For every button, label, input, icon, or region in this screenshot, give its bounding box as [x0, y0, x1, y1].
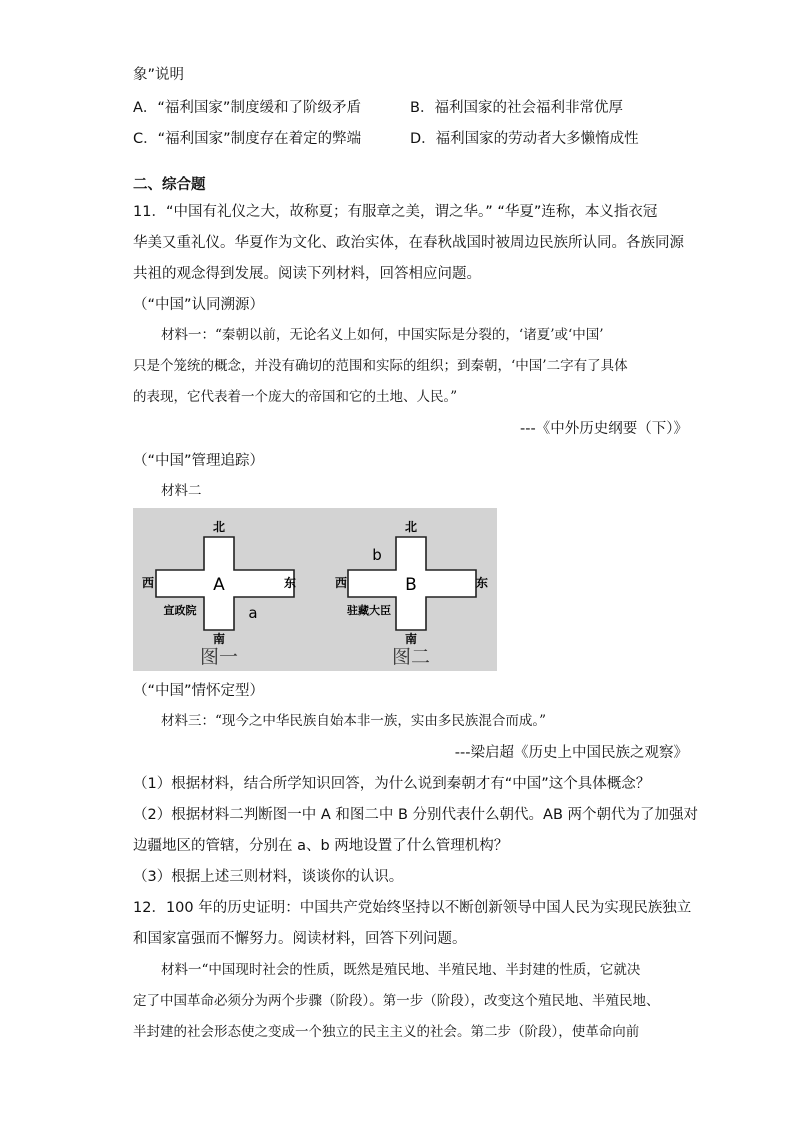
figure-2-west-label: 西	[334, 576, 348, 590]
figure-1-small-letter: a	[248, 604, 258, 622]
q11-material-1-source: ---《中外历史纲要（下）》	[520, 421, 688, 437]
figure-1-center-letter: A	[213, 575, 225, 595]
figure-2	[335, 520, 488, 668]
q11-material-1-line-3: 的表现，它代表着一个庞大的帝国和它的土地、人民。”	[133, 389, 458, 405]
q11-material-2-label: 材料二	[161, 483, 202, 499]
figure-2-south-label: 南	[404, 632, 418, 646]
cross-diagram	[133, 508, 497, 671]
figure-2-north-label: 北	[404, 520, 418, 534]
figure-1-south-label: 南	[212, 632, 226, 646]
q11-material-1-line-1: 材料一：“秦朝以前，无论名义上如何，中国实际是分裂的，‘诸夏’或‘中国’	[161, 327, 604, 343]
q11-subquestion-3: （3）根据上述三则材料，谈谈你的认识。	[133, 869, 404, 885]
q11-line-1: 11．“中国有礼仪之大，故称夏；有服章之美，谓之华。” “华夏”连称，本义指衣冠	[133, 204, 658, 220]
q12-material-1-line-3: 半封建的社会形态使之变成一个独立的民主主义的社会。第二步（阶段），使革命向前	[133, 1024, 640, 1040]
figure-1-caption: 图一	[199, 646, 239, 668]
q11-heading-2: （“中国”管理追踪）	[133, 453, 265, 469]
q11-heading-3: （“中国”情怀定型）	[133, 683, 265, 699]
q11-line-3: 共祖的观念得到发展。阅读下列材料，回答相应问题。	[133, 266, 481, 282]
q12-line-2: 和国家富强而不懈努力。阅读材料，回答下列问题。	[133, 931, 467, 947]
figure-1	[142, 520, 296, 668]
figure-2-small-letter: b	[372, 546, 382, 564]
q10-option-b: B．福利国家的社会福利非常优厚	[410, 100, 623, 116]
material-2-figure	[133, 508, 497, 671]
q11-subquestion-2-line-1: （2）根据材料二判断图一中 A 和图二中 B 分别代表什么朝代。AB 两个朝代为了加强对	[133, 807, 699, 823]
q12-material-1-line-2: 定了中国革命必须分为两个步骤（阶段）。第一步（阶段），改变这个殖民地、半殖民地、	[133, 993, 660, 1009]
q10-option-a: A．“福利国家”制度缓和了阶级矛盾	[133, 100, 361, 116]
q10-option-d: D．福利国家的劳动者大多懒惰成性	[410, 131, 639, 147]
q11-heading-1: （“中国”认同溯源）	[133, 297, 265, 313]
q11-subquestion-1: （1）根据材料，结合所学知识回答，为什么说到秦朝才有“中国”这个具体概念？	[133, 776, 651, 792]
q10-stem-end: 象”说明	[133, 67, 185, 83]
figure-2-center-letter: B	[405, 575, 417, 595]
q11-line-2: 华美又重礼仪。华夏作为文化、政治实体，在春秋战国时被周边民族所认同。各族同源	[133, 235, 684, 251]
figure-1-north-label: 北	[212, 520, 226, 534]
q11-material-1-line-2: 只是个笼统的概念，并没有确切的范围和实际的组织；到秦朝，‘中国’二字有了具体	[133, 358, 628, 374]
figure-2-org-label: 驻藏大臣	[347, 604, 391, 617]
q12-material-1-line-1: 材料一“中国现时社会的性质，既然是殖民地、半殖民地、半封建的性质，它就决	[161, 962, 641, 978]
q11-material-3-source: ---梁启超《历史上中国民族之观察》	[454, 745, 688, 761]
q12-line-1: 12．100 年的历史证明：中国共产党始终坚持以不断创新领导中国人民为实现民族独立	[133, 900, 692, 916]
q11-subquestion-2-line-2: 边疆地区的管辖，分别在 a、b 两地设置了什么管理机构？	[133, 838, 509, 854]
figure-1-org-label: 宣政院	[163, 604, 197, 617]
figure-2-caption: 图二	[391, 646, 431, 668]
section-title: 二、综合题	[133, 177, 206, 193]
figure-1-west-label: 西	[141, 576, 155, 590]
q10-option-c: C．“福利国家”制度存在着定的弊端	[133, 131, 362, 147]
figure-1-east-label: 东	[283, 576, 297, 590]
figure-2-east-label: 东	[475, 576, 489, 590]
q11-material-3-line-1: 材料三：“现今之中华民族自始本非一族，实由多民族混合而成。”	[161, 713, 547, 729]
